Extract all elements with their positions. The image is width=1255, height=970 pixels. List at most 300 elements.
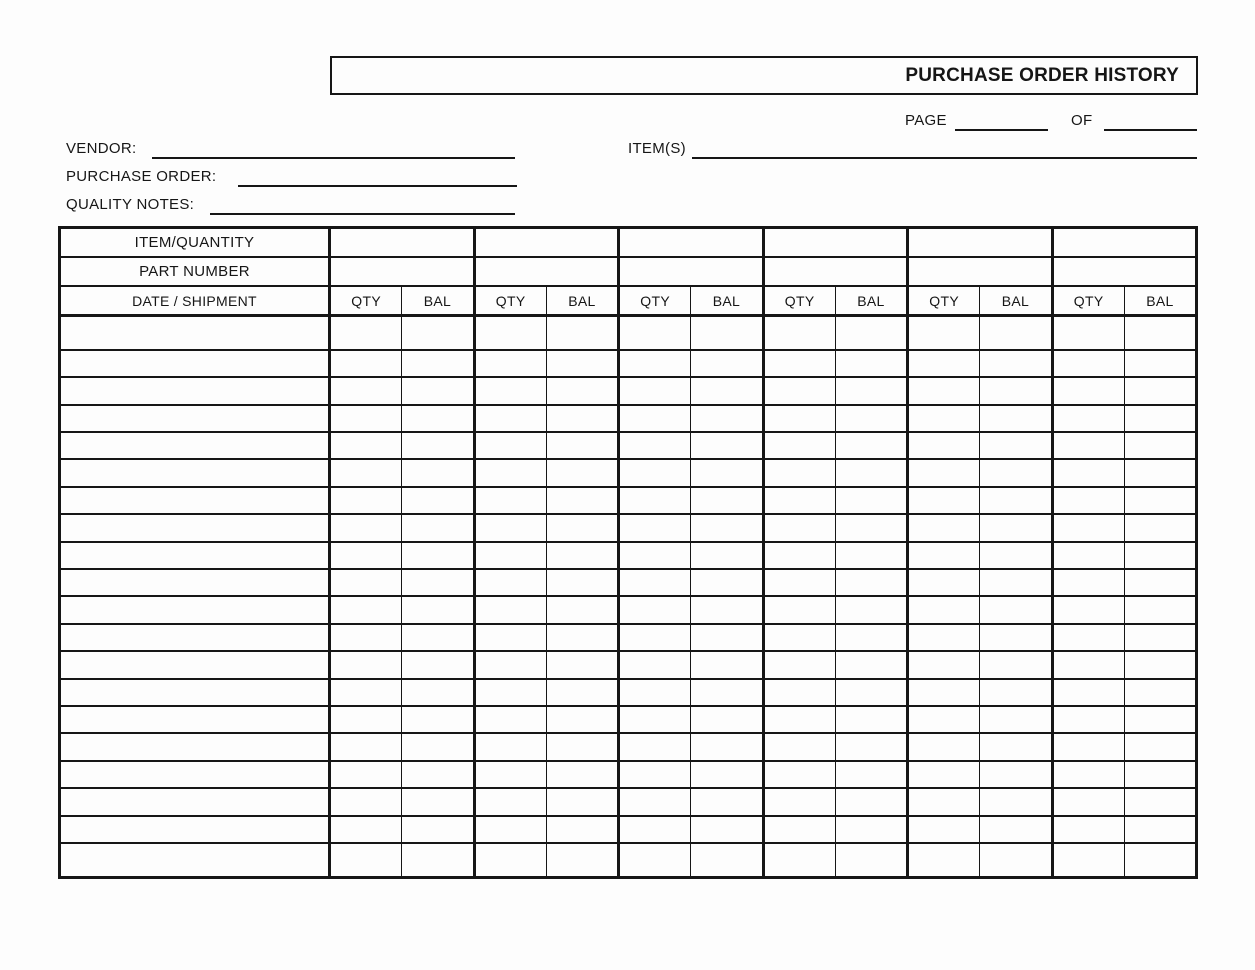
bal-cell — [835, 596, 907, 623]
vendor-label: VENDOR: — [66, 140, 137, 157]
bal-cell — [546, 624, 618, 651]
qty-cell — [1052, 569, 1124, 596]
qty-cell — [330, 843, 402, 877]
table-row — [60, 316, 1197, 350]
bal-cell — [1124, 542, 1196, 569]
bal-cell — [546, 405, 618, 432]
qty-cell — [619, 542, 691, 569]
part-number-blank-cell — [763, 257, 908, 286]
bal-cell — [691, 487, 763, 514]
qty-cell — [330, 596, 402, 623]
date-shipment-cell — [60, 432, 330, 459]
date-shipment-cell — [60, 569, 330, 596]
qty-cell — [1052, 816, 1124, 843]
bal-cell — [546, 761, 618, 788]
bal-cell — [835, 679, 907, 706]
qty-cell — [619, 405, 691, 432]
qty-cell — [763, 432, 835, 459]
bal-cell — [691, 761, 763, 788]
bal-cell — [980, 706, 1052, 733]
date-shipment-cell — [60, 350, 330, 377]
date-shipment-cell — [60, 514, 330, 541]
qty-cell — [330, 733, 402, 760]
qty-cell — [474, 487, 546, 514]
bal-cell — [1124, 350, 1196, 377]
bal-cell — [402, 816, 474, 843]
qty-cell — [619, 487, 691, 514]
form-title-box — [330, 56, 1198, 95]
bal-cell — [980, 316, 1052, 350]
qty-cell — [763, 350, 835, 377]
bal-cell — [402, 316, 474, 350]
bal-header-cell: BAL — [546, 286, 618, 316]
qty-cell — [474, 405, 546, 432]
qty-cell — [908, 761, 980, 788]
table-row — [60, 733, 1197, 760]
qty-cell — [763, 624, 835, 651]
qty-cell — [908, 596, 980, 623]
bal-cell — [402, 514, 474, 541]
qty-header-cell: QTY — [908, 286, 980, 316]
bal-cell — [835, 405, 907, 432]
bal-cell — [546, 487, 618, 514]
qty-cell — [330, 761, 402, 788]
bal-cell — [1124, 405, 1196, 432]
qty-cell — [763, 377, 835, 404]
page-label: PAGE — [905, 112, 947, 129]
qty-cell — [908, 651, 980, 678]
bal-cell — [1124, 624, 1196, 651]
bal-cell — [691, 843, 763, 877]
qty-cell — [619, 788, 691, 815]
bal-cell — [402, 487, 474, 514]
qty-cell — [908, 843, 980, 877]
bal-cell — [1124, 706, 1196, 733]
qty-cell — [1052, 459, 1124, 486]
bal-cell — [1124, 432, 1196, 459]
bal-cell — [546, 733, 618, 760]
bal-cell — [980, 569, 1052, 596]
bal-cell — [402, 542, 474, 569]
bal-cell — [980, 542, 1052, 569]
qty-cell — [1052, 377, 1124, 404]
qty-cell — [474, 788, 546, 815]
page-number-blank — [955, 112, 1048, 131]
qty-cell — [908, 788, 980, 815]
bal-cell — [980, 761, 1052, 788]
table-row — [60, 816, 1197, 843]
bal-cell — [546, 843, 618, 877]
qty-cell — [330, 816, 402, 843]
qty-cell — [474, 596, 546, 623]
table-row — [60, 350, 1197, 377]
bal-cell — [980, 843, 1052, 877]
bal-cell — [835, 316, 907, 350]
qty-cell — [908, 706, 980, 733]
qty-cell — [330, 679, 402, 706]
bal-cell — [980, 788, 1052, 815]
qty-cell — [1052, 706, 1124, 733]
qty-cell — [330, 432, 402, 459]
bal-cell — [691, 816, 763, 843]
table-row — [60, 432, 1197, 459]
bal-cell — [835, 624, 907, 651]
qty-cell — [619, 596, 691, 623]
bal-cell — [835, 350, 907, 377]
qty-cell — [474, 843, 546, 877]
qty-cell — [474, 816, 546, 843]
row-header-item-quantity: ITEM/QUANTITY — [60, 228, 330, 258]
bal-cell — [546, 459, 618, 486]
qty-cell — [908, 350, 980, 377]
bal-cell — [1124, 569, 1196, 596]
bal-cell — [402, 761, 474, 788]
bal-cell — [980, 596, 1052, 623]
qty-cell — [474, 569, 546, 596]
bal-cell — [691, 316, 763, 350]
qty-cell — [474, 542, 546, 569]
table-row — [60, 459, 1197, 486]
bal-cell — [546, 542, 618, 569]
qty-cell — [474, 651, 546, 678]
qty-cell — [330, 405, 402, 432]
qty-header-cell: QTY — [330, 286, 402, 316]
qty-cell — [1052, 316, 1124, 350]
bal-cell — [980, 733, 1052, 760]
bal-cell — [980, 459, 1052, 486]
qty-cell — [474, 459, 546, 486]
bal-cell — [691, 569, 763, 596]
bal-cell — [1124, 596, 1196, 623]
qty-cell — [619, 350, 691, 377]
bal-cell — [402, 405, 474, 432]
bal-cell — [546, 788, 618, 815]
qty-header-cell: QTY — [763, 286, 835, 316]
bal-cell — [546, 596, 618, 623]
bal-cell — [691, 596, 763, 623]
bal-cell — [835, 651, 907, 678]
bal-cell — [835, 432, 907, 459]
qty-cell — [1052, 487, 1124, 514]
qty-cell — [619, 651, 691, 678]
qty-cell — [619, 514, 691, 541]
table-row — [60, 843, 1197, 877]
table-row — [60, 788, 1197, 815]
date-shipment-cell — [60, 596, 330, 623]
part-number-blank-cell — [330, 257, 475, 286]
bal-cell — [691, 679, 763, 706]
bal-cell — [1124, 459, 1196, 486]
bal-cell — [980, 816, 1052, 843]
qty-cell — [763, 651, 835, 678]
qty-cell — [763, 316, 835, 350]
qty-cell — [330, 377, 402, 404]
qty-cell — [619, 316, 691, 350]
table-row — [60, 624, 1197, 651]
bal-cell — [402, 706, 474, 733]
qty-cell — [474, 432, 546, 459]
bal-cell — [546, 816, 618, 843]
qty-cell — [1052, 733, 1124, 760]
qty-cell — [1052, 761, 1124, 788]
purchase-order-label: PURCHASE ORDER: — [66, 168, 217, 185]
qty-cell — [619, 377, 691, 404]
qty-cell — [330, 569, 402, 596]
qty-cell — [763, 542, 835, 569]
bal-header-cell: BAL — [835, 286, 907, 316]
qty-cell — [763, 843, 835, 877]
bal-cell — [835, 733, 907, 760]
qty-cell — [330, 788, 402, 815]
bal-cell — [1124, 679, 1196, 706]
table-row — [60, 679, 1197, 706]
table-row — [60, 706, 1197, 733]
bal-cell — [980, 679, 1052, 706]
bal-cell — [546, 350, 618, 377]
qty-cell — [763, 706, 835, 733]
qty-cell — [763, 788, 835, 815]
qty-cell — [908, 514, 980, 541]
date-shipment-cell — [60, 651, 330, 678]
bal-header-cell: BAL — [1124, 286, 1196, 316]
bal-cell — [546, 377, 618, 404]
qty-cell — [908, 679, 980, 706]
table-row — [60, 514, 1197, 541]
po-history-table — [58, 226, 1198, 879]
qty-cell — [763, 459, 835, 486]
qty-cell — [330, 350, 402, 377]
qty-cell — [763, 596, 835, 623]
quality-notes-label: QUALITY NOTES: — [66, 196, 195, 213]
qty-cell — [330, 542, 402, 569]
bal-cell — [980, 377, 1052, 404]
bal-cell — [402, 459, 474, 486]
date-shipment-cell — [60, 816, 330, 843]
bal-cell — [546, 679, 618, 706]
bal-cell — [1124, 816, 1196, 843]
bal-cell — [691, 459, 763, 486]
qty-cell — [330, 624, 402, 651]
qty-cell — [474, 350, 546, 377]
table-row — [60, 596, 1197, 623]
bal-cell — [546, 651, 618, 678]
item-quantity-blank-cell — [763, 228, 908, 258]
bal-cell — [1124, 377, 1196, 404]
qty-cell — [619, 432, 691, 459]
qty-cell — [1052, 843, 1124, 877]
bal-cell — [691, 651, 763, 678]
qty-cell — [474, 706, 546, 733]
bal-cell — [1124, 761, 1196, 788]
qty-cell — [1052, 350, 1124, 377]
qty-cell — [908, 316, 980, 350]
bal-cell — [835, 459, 907, 486]
qty-cell — [1052, 542, 1124, 569]
item-quantity-blank-cell — [1052, 228, 1197, 258]
bal-cell — [691, 788, 763, 815]
bal-cell — [546, 316, 618, 350]
qty-cell — [1052, 514, 1124, 541]
qty-cell — [474, 761, 546, 788]
date-shipment-header-row — [60, 286, 1197, 316]
bal-cell — [546, 514, 618, 541]
qty-cell — [908, 459, 980, 486]
qty-header-cell: QTY — [474, 286, 546, 316]
item-quantity-row — [60, 228, 1197, 258]
bal-cell — [1124, 316, 1196, 350]
bal-cell — [402, 843, 474, 877]
vendor-blank — [152, 140, 515, 159]
qty-cell — [763, 679, 835, 706]
bal-cell — [835, 377, 907, 404]
qty-cell — [1052, 432, 1124, 459]
bal-cell — [546, 569, 618, 596]
date-shipment-cell — [60, 733, 330, 760]
qty-cell — [330, 514, 402, 541]
bal-cell — [1124, 733, 1196, 760]
qty-cell — [763, 733, 835, 760]
qty-cell — [474, 733, 546, 760]
qty-cell — [330, 459, 402, 486]
items-label: ITEM(S) — [628, 140, 686, 157]
qty-header-cell: QTY — [619, 286, 691, 316]
qty-cell — [474, 624, 546, 651]
table-row — [60, 377, 1197, 404]
qty-cell — [474, 377, 546, 404]
qty-cell — [619, 706, 691, 733]
bal-cell — [835, 487, 907, 514]
bal-cell — [546, 706, 618, 733]
bal-cell — [691, 432, 763, 459]
bal-cell — [835, 843, 907, 877]
qty-cell — [908, 733, 980, 760]
bal-cell — [691, 733, 763, 760]
part-number-blank-cell — [619, 257, 764, 286]
of-label: OF — [1071, 112, 1093, 129]
date-shipment-cell — [60, 542, 330, 569]
bal-header-cell: BAL — [980, 286, 1052, 316]
bal-cell — [835, 569, 907, 596]
qty-cell — [330, 706, 402, 733]
date-shipment-cell — [60, 706, 330, 733]
qty-cell — [908, 432, 980, 459]
bal-cell — [691, 514, 763, 541]
bal-cell — [402, 651, 474, 678]
form-title: PURCHASE ORDER HISTORY — [905, 64, 1179, 86]
date-shipment-cell — [60, 377, 330, 404]
part-number-row — [60, 257, 1197, 286]
bal-cell — [980, 350, 1052, 377]
part-number-blank-cell — [474, 257, 619, 286]
row-header-part-number: PART NUMBER — [60, 257, 330, 286]
part-number-blank-cell — [908, 257, 1053, 286]
qty-cell — [908, 624, 980, 651]
qty-cell — [619, 843, 691, 877]
qty-cell — [1052, 624, 1124, 651]
bal-cell — [691, 706, 763, 733]
bal-cell — [835, 514, 907, 541]
bal-cell — [980, 487, 1052, 514]
item-quantity-blank-cell — [619, 228, 764, 258]
qty-cell — [1052, 405, 1124, 432]
bal-cell — [1124, 843, 1196, 877]
qty-cell — [908, 816, 980, 843]
bal-cell — [835, 542, 907, 569]
bal-cell — [402, 432, 474, 459]
bal-cell — [1124, 651, 1196, 678]
bal-cell — [402, 733, 474, 760]
date-shipment-cell — [60, 679, 330, 706]
bal-cell — [1124, 514, 1196, 541]
qty-cell — [908, 542, 980, 569]
bal-cell — [835, 788, 907, 815]
bal-cell — [402, 788, 474, 815]
bal-cell — [691, 405, 763, 432]
date-shipment-cell — [60, 459, 330, 486]
bal-header-cell: BAL — [691, 286, 763, 316]
table-row — [60, 761, 1197, 788]
qty-cell — [619, 679, 691, 706]
bal-cell — [402, 350, 474, 377]
table-body — [60, 228, 1197, 878]
date-shipment-cell — [60, 624, 330, 651]
qty-cell — [474, 514, 546, 541]
bal-header-cell: BAL — [402, 286, 474, 316]
page-total-blank — [1104, 112, 1197, 131]
table-row — [60, 569, 1197, 596]
qty-cell — [763, 761, 835, 788]
bal-cell — [402, 624, 474, 651]
date-shipment-cell — [60, 316, 330, 350]
item-quantity-blank-cell — [330, 228, 475, 258]
bal-cell — [691, 377, 763, 404]
date-shipment-cell — [60, 788, 330, 815]
bal-cell — [980, 651, 1052, 678]
bal-cell — [835, 761, 907, 788]
date-shipment-cell — [60, 405, 330, 432]
bal-cell — [546, 432, 618, 459]
bal-cell — [1124, 487, 1196, 514]
qty-cell — [619, 569, 691, 596]
item-quantity-blank-cell — [908, 228, 1053, 258]
qty-cell — [763, 405, 835, 432]
qty-cell — [1052, 679, 1124, 706]
bal-cell — [402, 596, 474, 623]
table-row — [60, 651, 1197, 678]
bal-cell — [835, 706, 907, 733]
row-header-date-shipment: DATE / SHIPMENT — [60, 286, 330, 316]
table-row — [60, 405, 1197, 432]
qty-cell — [908, 405, 980, 432]
qty-cell — [330, 487, 402, 514]
date-shipment-cell — [60, 487, 330, 514]
qty-cell — [619, 816, 691, 843]
qty-cell — [763, 487, 835, 514]
bal-cell — [980, 405, 1052, 432]
date-shipment-cell — [60, 843, 330, 877]
purchase-order-blank — [238, 168, 517, 187]
table-row — [60, 542, 1197, 569]
item-quantity-blank-cell — [474, 228, 619, 258]
bal-cell — [691, 542, 763, 569]
bal-cell — [980, 624, 1052, 651]
qty-cell — [619, 733, 691, 760]
qty-cell — [474, 316, 546, 350]
qty-cell — [1052, 596, 1124, 623]
qty-cell — [474, 679, 546, 706]
qty-cell — [908, 569, 980, 596]
qty-header-cell: QTY — [1052, 286, 1124, 316]
